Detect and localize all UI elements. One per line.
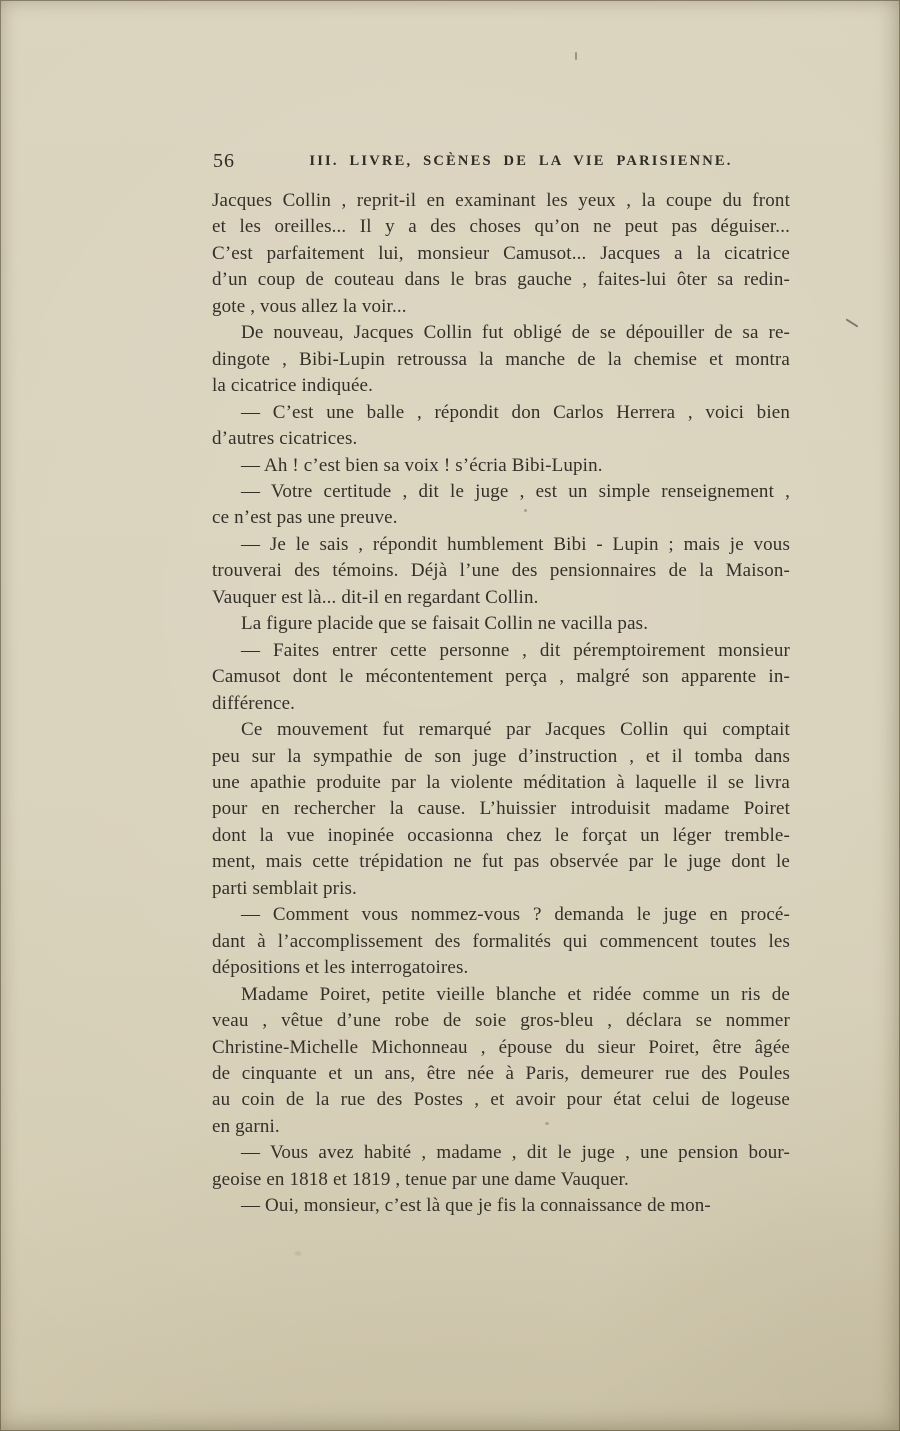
text-line: dont la vue inopinée occasionna chez le forçat un léger tremble- [212,824,790,846]
paragraph [212,188,790,320]
scan-artifact-smudge [295,1252,301,1255]
text-line: peu sur la sympathie de son juge d’instruction , et il tomba dans [212,745,790,767]
text-line: geoise en 1818 et 1819 , tenue par une dame Vauquer. [212,1168,629,1190]
text-line: — Oui, monsieur, c’est là que je fis la connaissance de mon- [241,1195,711,1217]
text-block [212,188,790,1220]
paragraph [212,479,790,532]
text-line: pour en rechercher la cause. L’huissier introduisit madame Poiret [212,798,790,820]
text-line: une apathie produite par la violente méditation à laquelle il se livra [212,771,790,793]
text-line: ce n’est pas une preuve. [212,507,398,529]
paragraph [212,320,790,399]
text-line: Christine-Michelle Michonneau , épouse du sieur Poiret, être âgée [212,1036,790,1058]
text-line: parti semblait pris. [212,877,357,899]
paragraph [212,638,790,717]
text-line: gote , vous allez la voir... [212,295,407,317]
text-line: en garni. [212,1115,280,1137]
text-line: d’autres cicatrices. [212,428,358,450]
paragraph [212,400,790,453]
text-line: La figure placide que se faisait Collin ne vacilla pas. [241,613,649,635]
text-line: Ce mouvement fut remarqué par Jacques Collin qui comptait [241,719,790,741]
text-line: Jacques Collin , reprit-il en examinant les yeux , la coupe du front [212,190,790,211]
text-line: dépositions et les interrogatoires. [212,957,469,979]
scan-artifact-speck [575,52,577,60]
text-line: Vauquer est là... dit-il en regardant Collin. [212,586,539,608]
text-line: ment, mais cette trépidation ne fut pas observée par le juge dont le [212,851,790,873]
paragraph [212,611,790,637]
text-line: veau , vêtue d’une robe de soie gros-bleu , déclara se nommer [212,1010,790,1032]
text-line: Camusot dont le mécontentement perça , malgré son apparente in- [212,666,790,688]
text-line: — Comment vous nommez-vous ? demanda le juge en procé- [241,904,790,926]
page-number: 56 [213,150,235,172]
paragraph [212,902,790,981]
text-line: De nouveau, Jacques Collin fut obligé de se dépouiller de sa re- [241,322,790,344]
text-line: — C’est une balle , répondit don Carlos Herrera , voici bien [241,401,790,423]
text-line: d’un coup de couteau dans le bras gauche , faites-lui ôter sa redin- [212,269,790,291]
text-line: différence. [212,692,296,714]
running-title: III. LIVRE, SCÈNES DE LA VIE PARISIENNE. [309,153,733,169]
paragraph [212,982,790,1141]
paragraph [212,1140,790,1193]
paragraph [212,453,790,479]
page-header [212,150,790,174]
text-line: Madame Poiret, petite vieille blanche et ridée comme un ris de [241,983,790,1005]
text-line: la cicatrice indiquée. [212,375,374,397]
text-line: — Ah ! c’est bien sa voix ! s’écria Bibi-Lupin. [241,454,603,476]
paragraph [212,1193,790,1219]
text-line: et les oreilles... Il y a des choses qu’on ne peut pas déguiser... [212,216,790,238]
text-line: dant à l’accomplissement des formalités qui commencent toutes les [212,930,790,952]
text-line: au coin de la rue des Postes , et avoir pour état celui de logeuse [212,1089,790,1111]
paragraph [212,717,790,902]
text-line: trouverai des témoins. Déjà l’une des pensionnaires de la Maison- [212,560,790,582]
text-line: — Faites entrer cette personne , dit péremptoirement monsieur [241,639,790,661]
paragraph [212,532,790,611]
text-line: — Votre certitude , dit le juge , est un simple renseignement , [241,480,790,502]
scan-artifact-tick [846,318,859,327]
text-line: de cinquante et un ans, être née à Paris, demeurer rue des Poules [212,1062,790,1084]
text-line: C’est parfaitement lui, monsieur Camusot... Jacques a la cicatrice [212,242,790,264]
text-line: — Vous avez habité , madame , dit le juge , une pension bour- [241,1142,790,1164]
text-line: — Je le sais , répondit humblement Bibi - Lupin ; mais je vous [241,533,790,555]
text-line: dingote , Bibi-Lupin retroussa la manche de la chemise et montra [212,348,790,370]
